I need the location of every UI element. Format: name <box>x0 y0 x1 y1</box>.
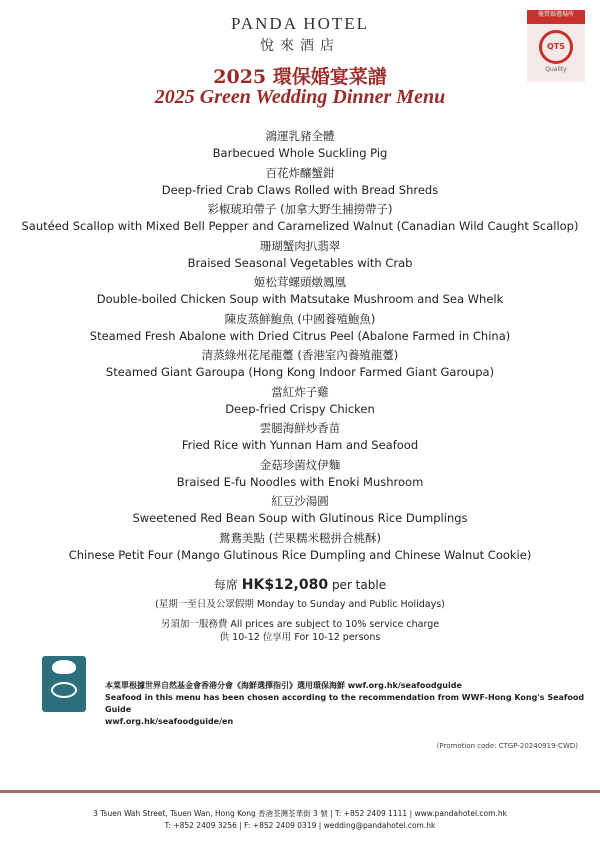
availability-days: (星期一至日及公眾假期 Monday to Sunday and Public Holidays) <box>155 599 445 610</box>
dish-item <box>0 238 600 275</box>
menu-title-en: 2025 Green Wedding Dinner Menu <box>154 86 446 108</box>
dish-name-zh: 彩椒琥珀帶子 (加拿大野生捕撈帶子) <box>207 202 393 216</box>
footer-divider <box>0 790 600 793</box>
dish-item <box>0 347 600 384</box>
dish-item <box>0 530 600 567</box>
dish-name-zh: 當紅炸子雞 <box>271 384 329 399</box>
wwf-statement <box>105 680 600 728</box>
dish-name-zh: 紅豆沙湯圓 <box>271 494 329 508</box>
dish-name-zh: 姬松茸螺頭燉鳳凰 <box>254 275 346 289</box>
price-line <box>0 576 600 593</box>
dish-name-zh: 鴛鴦美點 (芒果糯米糍拼合桃酥) <box>218 530 382 545</box>
dish-name-en: Sautéed Scallop with Mixed Bell Pepper and Caramelized Walnut (Canadian Wild Caught Scallop) <box>21 219 579 233</box>
dish-name-en: Chinese Petit Four (Mango Glutinous Rice Dumpling and Chinese Walnut Cookie) <box>68 547 532 562</box>
dish-name-zh: 金菇珍菌炆伊麵 <box>259 457 341 472</box>
badge-seal: QTS <box>539 30 573 64</box>
menu-title-zh: 2025 環保婚宴菜譜 <box>213 66 387 88</box>
promotion-code: (Promotion code: CTGP-20240919-CWD) <box>436 742 578 750</box>
dish-item <box>0 457 600 494</box>
price-suffix: per table <box>331 578 387 592</box>
wwf-logo-icon <box>42 656 86 712</box>
dish-name-en: Braised E-fu Noodles with Enoki Mushroom <box>176 474 424 489</box>
hotel-brand <box>0 14 600 55</box>
dish-name-zh: 陳皮蒸鮮鮑魚 (中國養殖鮑魚) <box>224 311 376 326</box>
dish-name-en: Steamed Giant Garoupa (Hong Kong Indoor Farmed Giant Garoupa) <box>105 365 495 379</box>
dish-name-zh: 珊瑚蟹肉扒翡翠 <box>259 238 341 253</box>
dish-name-en: Barbecued Whole Suckling Pig <box>212 146 388 160</box>
badge-foot: Quality <box>545 66 567 73</box>
wwf-line-en: Seafood in this menu has been chosen according to the recommendation from WWF-Hong Kong's Seafood Guide <box>105 693 585 714</box>
dish-name-zh: 百花炸釀蟹鉗 <box>265 165 335 180</box>
dish-item <box>0 493 600 530</box>
dish-name-zh: 鴻運乳豬全體 <box>265 129 335 143</box>
dish-name-en: Steamed Fresh Abalone with Dried Citrus Peel (Abalone Farmed in China) <box>89 328 511 343</box>
footer-contact <box>0 808 600 832</box>
wwf-link[interactable]: wwf.org.hk/seafoodguide/en <box>105 717 234 726</box>
dish-item <box>0 201 600 238</box>
dish-item <box>0 384 600 421</box>
price-notes <box>0 618 600 644</box>
footer-address: 3 Tsuen Wah Street, Tsuen Wan, Hong Kong 香港荃灣荃華街 3 號 | T: +852 2409 1111 | www.pandahotel.com.hk <box>93 809 507 818</box>
dish-name-en: Deep-fried Crispy Chicken <box>225 401 375 416</box>
dish-list <box>0 128 600 566</box>
hotel-name-en: PANDA HOTEL <box>230 14 370 33</box>
dish-item <box>0 128 600 165</box>
fish-icon <box>51 682 77 698</box>
dish-item <box>0 311 600 348</box>
hotel-name-zh: 悅來酒店 <box>260 38 340 54</box>
dish-name-en: Braised Seasonal Vegetables with Crab <box>187 255 413 270</box>
dish-item <box>0 420 600 457</box>
dish-name-zh: 雲腿海鮮炒香苗 <box>259 421 341 435</box>
footer-phone-email: T: +852 2409 3256 | F: +852 2409 0319 | wedding@pandahotel.com.hk <box>164 821 436 830</box>
dish-name-en: Sweetened Red Bean Soup with Glutinous Rice Dumplings <box>132 511 468 525</box>
service-charge-note: 另須加一服務費 All prices are subject to 10% service charge <box>160 619 440 630</box>
badge-label: 優質婚禮場所 <box>537 11 574 18</box>
dish-name-zh: 清蒸綠州花尾龍躉 (香港室內養殖龍躉) <box>201 348 399 362</box>
dish-item <box>0 274 600 311</box>
dish-name-en: Deep-fried Crab Claws Rolled with Bread Shreds <box>161 182 439 197</box>
dish-item <box>0 165 600 202</box>
wwf-line-zh: 本菜單根據世界自然基金會香港分會《海鮮選擇指引》選用環保海鮮 wwf.org.hk/seafoodguide <box>105 681 462 690</box>
panda-icon <box>52 660 76 674</box>
dish-name-en: Double-boiled Chicken Soup with Matsutake Mushroom and Sea Whelk <box>96 292 504 306</box>
persons-note: 供 10-12 位享用 For 10-12 persons <box>219 632 381 643</box>
price-prefix: 每席 <box>213 578 238 592</box>
price-amount: HK$12,080 <box>241 577 329 593</box>
dish-name-en: Fried Rice with Yunnan Ham and Seafood <box>181 438 419 452</box>
